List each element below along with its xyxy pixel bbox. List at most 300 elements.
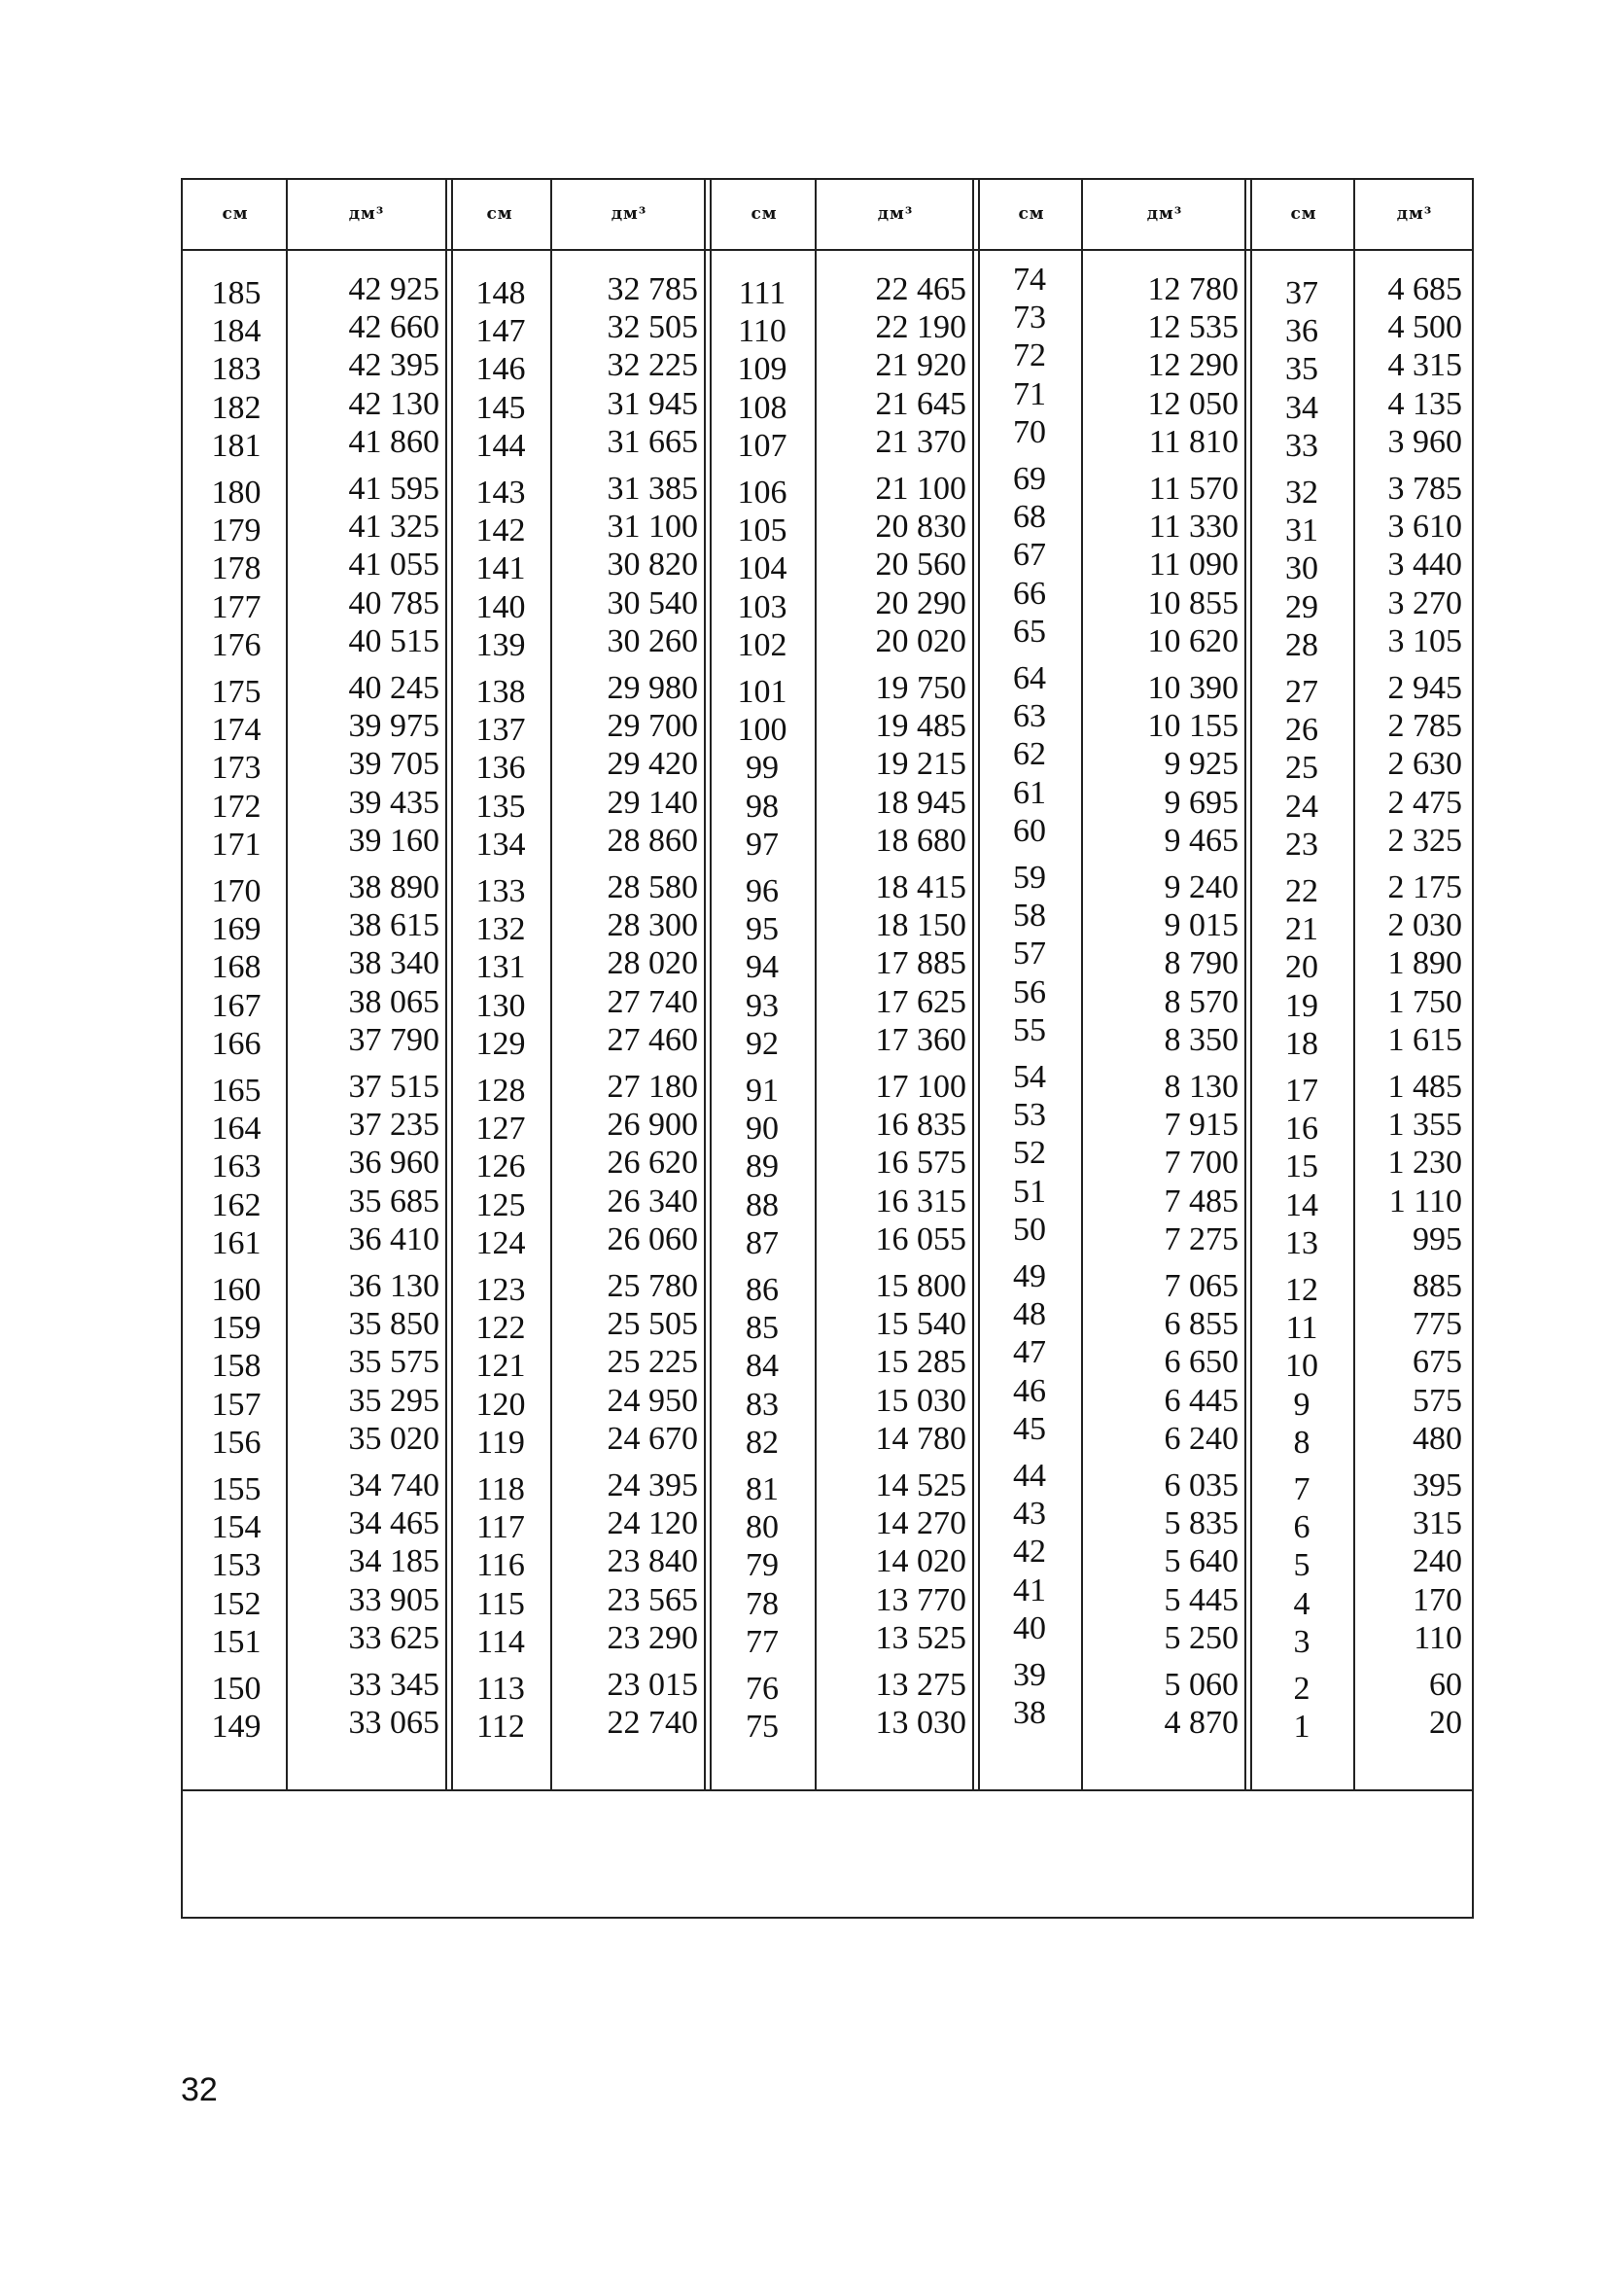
cell-dm3: 24 950 (607, 1382, 698, 1419)
cell-cm: 3 (1293, 1623, 1310, 1660)
column-divider (704, 251, 706, 1789)
cell-cm: 154 (211, 1509, 262, 1546)
cell-cm: 161 (211, 1224, 262, 1261)
cell-cm: 172 (211, 788, 262, 825)
cell-cm: 122 (475, 1310, 526, 1347)
header-cm-2: см (486, 204, 513, 224)
cell-dm3: 35 850 (348, 1306, 439, 1343)
cell-cm: 45 (1013, 1410, 1046, 1447)
cell-dm3: 5 640 (1164, 1543, 1239, 1580)
cell-dm3: 10 620 (1147, 622, 1239, 659)
cell-cm: 130 (475, 987, 526, 1024)
cell-cm: 80 (746, 1509, 779, 1546)
cell-dm3: 24 120 (607, 1505, 698, 1542)
column-divider (550, 180, 552, 251)
cell-cm: 57 (1013, 936, 1046, 972)
column-divider (815, 180, 817, 251)
cell-dm3: 20 830 (875, 509, 966, 546)
cell-cm: 140 (475, 588, 526, 625)
cell-dm3: 37 235 (348, 1107, 439, 1144)
cell-cm: 118 (476, 1471, 525, 1507)
cell-cm: 56 (1013, 973, 1046, 1010)
cell-dm3: 25 505 (607, 1306, 698, 1343)
cell-cm: 35 (1285, 351, 1318, 388)
cell-dm3: 40 785 (348, 584, 439, 621)
cell-dm3: 14 020 (875, 1543, 966, 1580)
cell-cm: 5 (1293, 1547, 1310, 1584)
cell-cm: 58 (1013, 898, 1046, 935)
cell-dm3: 22 190 (875, 309, 966, 346)
cell-cm: 10 (1285, 1348, 1318, 1385)
cell-dm3: 28 300 (607, 907, 698, 944)
cell-dm3: 38 340 (348, 945, 439, 982)
cell-cm: 94 (746, 949, 779, 986)
cell-cm: 31 (1285, 512, 1318, 549)
cell-dm3: 23 840 (607, 1543, 698, 1580)
cell-cm: 142 (475, 512, 526, 549)
cell-cm: 96 (746, 873, 779, 909)
cell-dm3: 26 340 (607, 1183, 698, 1219)
cell-dm3: 11 330 (1148, 509, 1239, 546)
cell-cm: 14 (1285, 1186, 1318, 1223)
cell-dm3: 24 395 (607, 1467, 698, 1503)
cell-cm: 75 (746, 1709, 779, 1746)
cell-dm3: 2 475 (1387, 784, 1462, 821)
cell-cm: 91 (746, 1073, 779, 1109)
cell-dm3: 1 110 (1388, 1183, 1462, 1219)
cell-dm3: 42 660 (348, 309, 439, 346)
cell-cm: 125 (475, 1186, 526, 1223)
cell-dm3: 3 960 (1387, 423, 1462, 460)
header-dm3-5: дм³ (1396, 204, 1433, 224)
column-divider (1244, 180, 1246, 251)
cell-dm3: 31 100 (607, 509, 698, 546)
cell-cm: 13 (1285, 1224, 1318, 1261)
cell-cm: 167 (211, 987, 262, 1024)
cell-dm3: 22 465 (875, 271, 966, 307)
cell-dm3: 29 420 (607, 746, 698, 783)
cell-cm: 121 (475, 1348, 526, 1385)
cell-cm: 119 (476, 1424, 525, 1461)
cell-cm: 19 (1285, 987, 1318, 1024)
cell-dm3: 18 680 (875, 822, 966, 859)
header-cm-3: см (751, 204, 778, 224)
cell-cm: 160 (211, 1272, 262, 1308)
cell-cm: 163 (211, 1148, 262, 1185)
cell-dm3: 27 180 (607, 1069, 698, 1105)
cell-cm: 88 (746, 1186, 779, 1223)
column-divider (286, 251, 288, 1789)
cell-dm3: 2 630 (1387, 746, 1462, 783)
cell-cm: 27 (1285, 674, 1318, 710)
cell-cm: 120 (475, 1386, 526, 1423)
header-cm-4: см (1018, 204, 1045, 224)
cell-dm3: 14 525 (875, 1467, 966, 1503)
cell-cm: 43 (1013, 1496, 1046, 1533)
header-dm3-2: дм³ (611, 204, 647, 224)
cell-cm: 89 (746, 1148, 779, 1185)
cell-dm3: 16 575 (875, 1145, 966, 1182)
cell-dm3: 13 030 (875, 1705, 966, 1742)
cell-dm3: 4 685 (1387, 271, 1462, 307)
cell-dm3: 6 445 (1164, 1382, 1239, 1419)
header-cm-5: см (1290, 204, 1317, 224)
cell-dm3: 24 670 (607, 1420, 698, 1457)
cell-cm: 7 (1293, 1471, 1310, 1507)
cell-cm: 176 (211, 626, 262, 663)
cell-cm: 181 (211, 427, 262, 464)
cell-dm3: 6 650 (1164, 1344, 1239, 1381)
cell-dm3: 2 175 (1387, 869, 1462, 905)
cell-cm: 76 (746, 1671, 779, 1707)
cell-cm: 106 (737, 475, 787, 511)
cell-cm: 71 (1013, 375, 1046, 412)
cell-cm: 109 (737, 351, 787, 388)
cell-dm3: 18 150 (875, 907, 966, 944)
cell-dm3: 22 740 (607, 1705, 698, 1742)
cell-dm3: 39 160 (348, 822, 439, 859)
cell-dm3: 1 890 (1387, 945, 1462, 982)
cell-dm3: 3 440 (1387, 547, 1462, 583)
cell-dm3: 30 820 (607, 547, 698, 583)
cell-cm: 55 (1013, 1011, 1046, 1048)
cell-cm: 74 (1013, 262, 1046, 298)
cell-dm3: 41 055 (348, 547, 439, 583)
cell-cm: 81 (746, 1471, 779, 1507)
cell-cm: 107 (737, 427, 787, 464)
cell-cm: 73 (1013, 300, 1046, 336)
cell-dm3: 33 345 (348, 1667, 439, 1703)
cell-dm3: 36 130 (348, 1268, 439, 1304)
cell-cm: 113 (476, 1671, 525, 1707)
cell-dm3: 41 595 (348, 471, 439, 507)
header-dm3-4: дм³ (1146, 204, 1183, 224)
cell-dm3: 37 515 (348, 1069, 439, 1105)
cell-cm: 84 (746, 1348, 779, 1385)
cell-dm3: 11 090 (1148, 547, 1239, 583)
cell-cm: 8 (1293, 1424, 1310, 1461)
cell-dm3: 1 355 (1387, 1107, 1462, 1144)
cell-cm: 46 (1013, 1372, 1046, 1409)
cell-dm3: 36 410 (348, 1220, 439, 1257)
cell-dm3: 31 385 (607, 471, 698, 507)
cell-cm: 180 (211, 475, 262, 511)
cell-cm: 95 (746, 911, 779, 948)
cell-dm3: 35 020 (348, 1420, 439, 1457)
cell-dm3: 4 870 (1164, 1705, 1239, 1742)
cell-cm: 170 (211, 873, 262, 909)
cell-cm: 51 (1013, 1173, 1046, 1210)
cell-dm3: 6 240 (1164, 1420, 1239, 1457)
cell-cm: 16 (1285, 1111, 1318, 1148)
column-divider (445, 180, 447, 251)
cell-cm: 123 (475, 1272, 526, 1308)
cell-cm: 24 (1285, 788, 1318, 825)
cell-cm: 18 (1285, 1025, 1318, 1062)
cell-dm3: 37 790 (348, 1021, 439, 1058)
cell-dm3: 23 015 (607, 1667, 698, 1703)
cell-cm: 183 (211, 351, 262, 388)
cell-dm3: 19 485 (875, 708, 966, 745)
cell-dm3: 30 540 (607, 584, 698, 621)
cell-dm3: 19 215 (875, 746, 966, 783)
cell-dm3: 28 020 (607, 945, 698, 982)
cell-cm: 116 (476, 1547, 525, 1584)
cell-dm3: 14 780 (875, 1420, 966, 1457)
cell-dm3: 35 685 (348, 1183, 439, 1219)
cell-dm3: 33 065 (348, 1705, 439, 1742)
cell-dm3: 60 (1429, 1667, 1462, 1703)
column-divider (451, 251, 453, 1789)
column-divider (1353, 251, 1355, 1789)
cell-cm: 185 (211, 275, 262, 311)
cell-cm: 70 (1013, 413, 1046, 450)
cell-dm3: 3 270 (1387, 584, 1462, 621)
cell-dm3: 39 975 (348, 708, 439, 745)
cell-cm: 23 (1285, 826, 1318, 863)
cell-cm: 177 (211, 588, 262, 625)
cell-dm3: 11 810 (1148, 423, 1239, 460)
cell-dm3: 25 780 (607, 1268, 698, 1304)
cell-dm3: 5 835 (1164, 1505, 1239, 1542)
cell-cm: 162 (211, 1186, 262, 1223)
cell-cm: 104 (737, 550, 787, 587)
cell-dm3: 14 270 (875, 1505, 966, 1542)
cell-dm3: 315 (1413, 1505, 1462, 1542)
cell-cm: 129 (475, 1025, 526, 1062)
cell-dm3: 34 185 (348, 1543, 439, 1580)
column-divider (710, 251, 712, 1789)
cell-dm3: 29 980 (607, 670, 698, 706)
cell-dm3: 3 610 (1387, 509, 1462, 546)
cell-cm: 155 (211, 1471, 262, 1507)
cell-cm: 152 (211, 1585, 262, 1622)
cell-cm: 90 (746, 1111, 779, 1148)
cell-cm: 6 (1293, 1509, 1310, 1546)
cell-dm3: 9 695 (1164, 784, 1239, 821)
cell-cm: 17 (1285, 1073, 1318, 1109)
cell-cm: 44 (1013, 1458, 1046, 1494)
cell-cm: 151 (211, 1623, 262, 1660)
cell-dm3: 35 295 (348, 1382, 439, 1419)
cell-cm: 168 (211, 949, 262, 986)
cell-dm3: 12 780 (1147, 271, 1239, 307)
cell-dm3: 21 645 (875, 385, 966, 422)
cell-cm: 41 (1013, 1572, 1046, 1608)
cell-cm: 101 (737, 674, 787, 710)
cell-dm3: 11 570 (1148, 471, 1239, 507)
cell-cm: 42 (1013, 1534, 1046, 1571)
cell-dm3: 9 925 (1164, 746, 1239, 783)
cell-dm3: 8 350 (1164, 1021, 1239, 1058)
cell-cm: 158 (211, 1348, 262, 1385)
cell-dm3: 4 135 (1387, 385, 1462, 422)
cell-cm: 110 (738, 313, 786, 350)
cell-dm3: 20 290 (875, 584, 966, 621)
cell-cm: 36 (1285, 313, 1318, 350)
cell-cm: 99 (746, 750, 779, 787)
cell-cm: 156 (211, 1424, 262, 1461)
cell-cm: 82 (746, 1424, 779, 1461)
cell-cm: 87 (746, 1224, 779, 1261)
cell-cm: 131 (475, 949, 526, 986)
cell-dm3: 42 130 (348, 385, 439, 422)
cell-cm: 48 (1013, 1296, 1046, 1333)
cell-cm: 138 (475, 674, 526, 710)
cell-dm3: 17 360 (875, 1021, 966, 1058)
cell-cm: 60 (1013, 812, 1046, 849)
cell-cm: 78 (746, 1585, 779, 1622)
cell-dm3: 17 100 (875, 1069, 966, 1105)
cell-cm: 61 (1013, 774, 1046, 811)
cell-dm3: 38 065 (348, 983, 439, 1020)
cell-cm: 50 (1013, 1211, 1046, 1248)
cell-dm3: 21 100 (875, 471, 966, 507)
cell-dm3: 9 240 (1164, 869, 1239, 905)
cell-cm: 149 (211, 1709, 262, 1746)
cell-dm3: 995 (1413, 1220, 1462, 1257)
cell-dm3: 29 700 (607, 708, 698, 745)
column-divider (1353, 180, 1355, 251)
cell-cm: 47 (1013, 1334, 1046, 1371)
column-divider (1081, 251, 1083, 1789)
cell-cm: 150 (211, 1671, 262, 1707)
cell-dm3: 2 785 (1387, 708, 1462, 745)
cell-cm: 21 (1285, 911, 1318, 948)
column-divider (972, 180, 974, 251)
header-dm3-3: дм³ (877, 204, 914, 224)
cell-cm: 66 (1013, 575, 1046, 612)
cell-dm3: 18 415 (875, 869, 966, 905)
cell-cm: 49 (1013, 1258, 1046, 1294)
cell-cm: 12 (1285, 1272, 1318, 1308)
cell-dm3: 26 060 (607, 1220, 698, 1257)
cell-dm3: 240 (1413, 1543, 1462, 1580)
cell-dm3: 2 030 (1387, 907, 1462, 944)
cell-dm3: 170 (1413, 1581, 1462, 1618)
cell-dm3: 40 245 (348, 670, 439, 706)
cell-cm: 157 (211, 1386, 262, 1423)
cell-dm3: 41 860 (348, 423, 439, 460)
cell-dm3: 40 515 (348, 622, 439, 659)
cell-dm3: 31 945 (607, 385, 698, 422)
cell-cm: 93 (746, 987, 779, 1024)
cell-cm: 69 (1013, 461, 1046, 497)
cell-dm3: 7 700 (1164, 1145, 1239, 1182)
cell-dm3: 1 485 (1387, 1069, 1462, 1105)
cell-dm3: 1 750 (1387, 983, 1462, 1020)
cell-dm3: 15 800 (875, 1268, 966, 1304)
cell-dm3: 13 275 (875, 1667, 966, 1703)
cell-dm3: 26 900 (607, 1107, 698, 1144)
cell-dm3: 27 740 (607, 983, 698, 1020)
cell-cm: 65 (1013, 613, 1046, 650)
cell-cm: 124 (475, 1224, 526, 1261)
cell-cm: 32 (1285, 475, 1318, 511)
cell-cm: 169 (211, 911, 262, 948)
cell-dm3: 42 925 (348, 271, 439, 307)
cell-dm3: 3 785 (1387, 471, 1462, 507)
cell-dm3: 16 315 (875, 1183, 966, 1219)
cell-dm3: 27 460 (607, 1021, 698, 1058)
cell-cm: 9 (1293, 1386, 1310, 1423)
footer-divider (183, 1789, 1472, 1791)
cell-dm3: 7 275 (1164, 1220, 1239, 1257)
cell-dm3: 10 390 (1147, 670, 1239, 706)
cell-cm: 164 (211, 1111, 262, 1148)
cell-cm: 83 (746, 1386, 779, 1423)
cell-dm3: 7 485 (1164, 1183, 1239, 1219)
cell-cm: 147 (475, 313, 526, 350)
cell-dm3: 4 315 (1387, 347, 1462, 384)
cell-dm3: 23 565 (607, 1581, 698, 1618)
cell-cm: 64 (1013, 660, 1046, 696)
cell-dm3: 21 920 (875, 347, 966, 384)
cell-dm3: 8 570 (1164, 983, 1239, 1020)
cell-dm3: 15 030 (875, 1382, 966, 1419)
column-divider (1250, 180, 1252, 251)
cell-cm: 33 (1285, 427, 1318, 464)
cell-dm3: 6 035 (1164, 1467, 1239, 1503)
cell-cm: 39 (1013, 1657, 1046, 1693)
cell-dm3: 31 665 (607, 423, 698, 460)
column-divider (286, 180, 288, 251)
cell-dm3: 23 290 (607, 1619, 698, 1656)
cell-cm: 97 (746, 826, 779, 863)
column-divider (1244, 251, 1246, 1789)
cell-cm: 173 (211, 750, 262, 787)
cell-cm: 114 (476, 1623, 525, 1660)
cell-dm3: 25 225 (607, 1344, 698, 1381)
cell-cm: 153 (211, 1547, 262, 1584)
cell-dm3: 20 560 (875, 547, 966, 583)
cell-dm3: 12 535 (1147, 309, 1239, 346)
cell-cm: 4 (1293, 1585, 1310, 1622)
cell-cm: 137 (475, 712, 526, 749)
cell-dm3: 7 065 (1164, 1268, 1239, 1304)
cell-cm: 26 (1285, 712, 1318, 749)
cell-dm3: 15 540 (875, 1306, 966, 1343)
cell-dm3: 20 020 (875, 622, 966, 659)
column-divider (978, 180, 980, 251)
cell-dm3: 15 285 (875, 1344, 966, 1381)
cell-dm3: 480 (1413, 1420, 1462, 1457)
header-cm-1: см (222, 204, 249, 224)
cell-dm3: 10 855 (1147, 584, 1239, 621)
column-divider (550, 251, 552, 1789)
cell-cm: 111 (738, 275, 786, 311)
cell-dm3: 12 290 (1147, 347, 1239, 384)
column-divider (815, 251, 817, 1789)
cell-dm3: 4 500 (1387, 309, 1462, 346)
cell-dm3: 16 055 (875, 1220, 966, 1257)
cell-dm3: 17 885 (875, 945, 966, 982)
cell-dm3: 35 575 (348, 1344, 439, 1381)
cell-cm: 179 (211, 512, 262, 549)
cell-dm3: 7 915 (1164, 1107, 1239, 1144)
cell-cm: 112 (476, 1709, 525, 1746)
cell-cm: 174 (211, 712, 262, 749)
cell-dm3: 21 370 (875, 423, 966, 460)
cell-dm3: 395 (1413, 1467, 1462, 1503)
cell-cm: 15 (1285, 1148, 1318, 1185)
cell-cm: 115 (476, 1585, 525, 1622)
column-divider (1250, 251, 1252, 1789)
cell-cm: 133 (475, 873, 526, 909)
cell-cm: 105 (737, 512, 787, 549)
cell-cm: 37 (1285, 275, 1318, 311)
column-divider (451, 180, 453, 251)
